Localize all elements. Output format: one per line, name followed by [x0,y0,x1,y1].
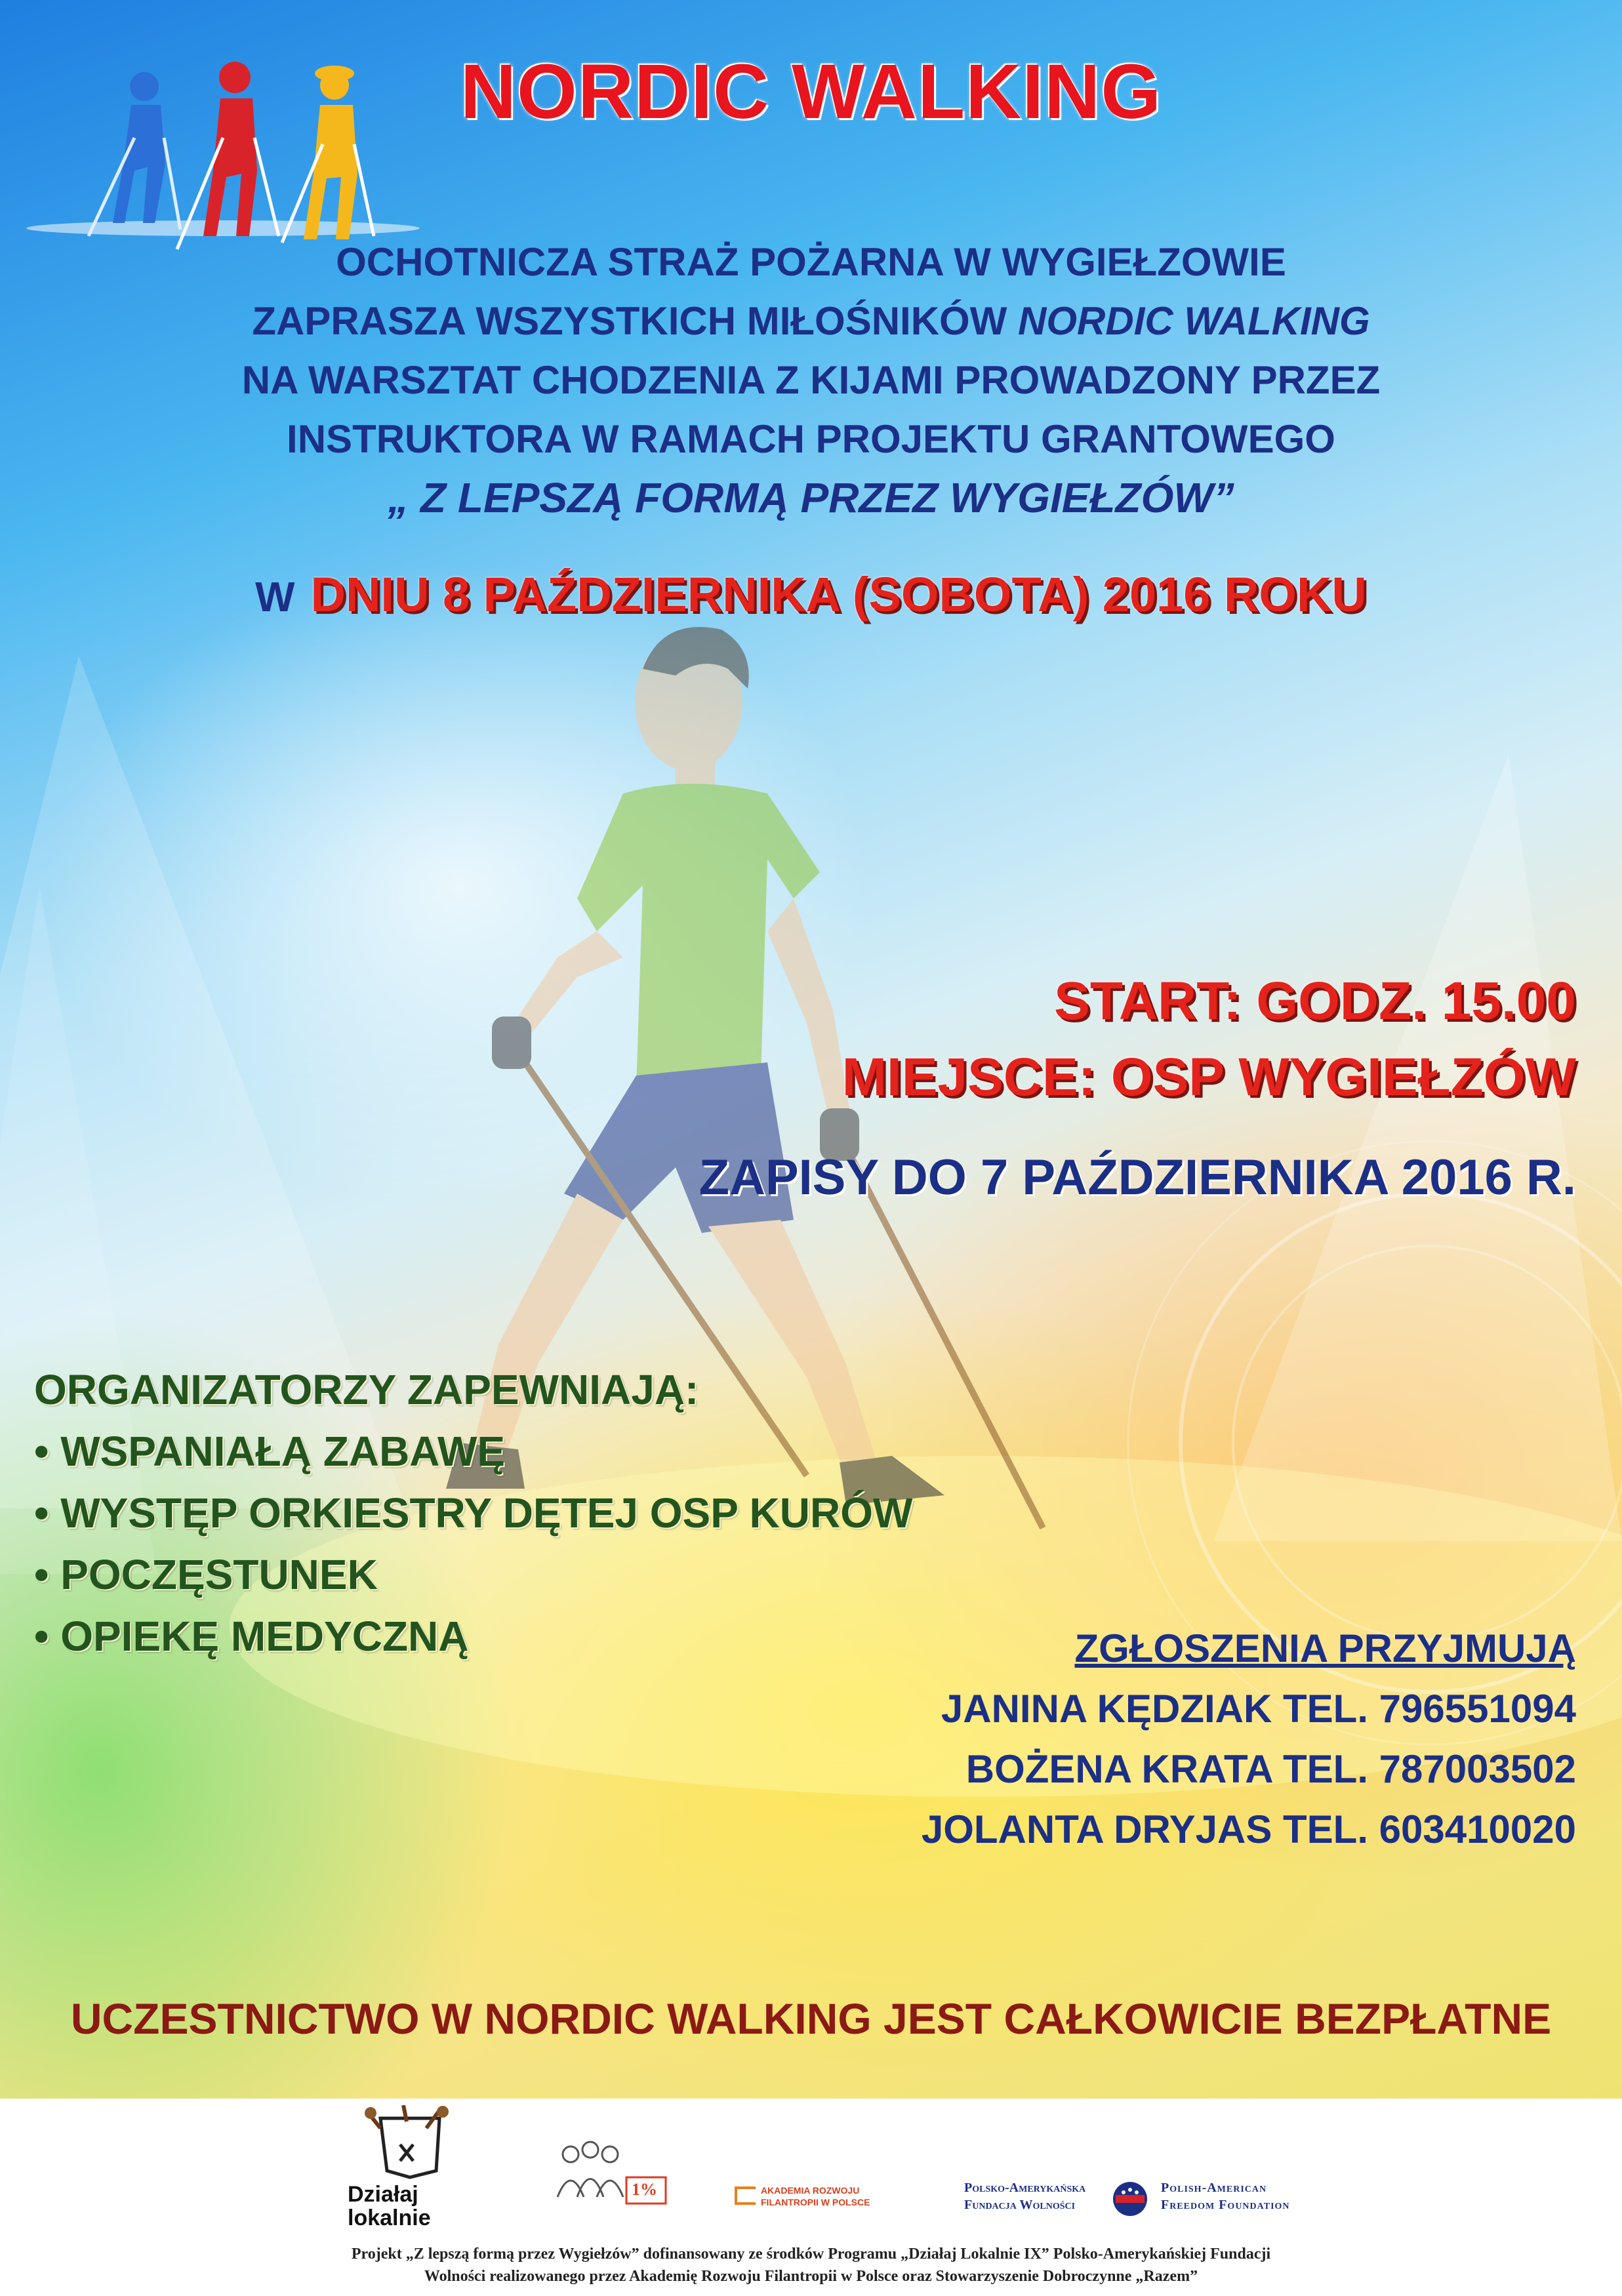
intro-line-2-italic: NORDIC WALKING [1018,299,1370,343]
funding-note-line-1: Projekt „Z lepszą formą przez Wygiełzów” dofinansowany ze środków Programu „Działaj Lokalnie IX” Polsko-Amerykańskiej Fundacji [351,2246,1271,2263]
project-name: „ Z LEPSZĄ FORMĄ PRZEZ WYGIEŁZÓW” [388,474,1234,521]
logo-dzialaj-lokalnie [341,2105,472,2230]
funding-note [0,2243,1622,2287]
pafw-en-line-1: Polish-American [1161,2181,1267,2195]
intro-line-3: NA WARSZTAT CHODZENIA Z KIJAMI PROWADZONY PRZEZ [241,358,1381,402]
organizers-heading: ORGANIZATORZY ZAPEWNIAJĄ: [34,1366,699,1413]
contacts-block [922,1619,1576,1860]
organizers-item: • WSPANIAŁĄ ZABAWĘ [34,1428,506,1475]
contacts-heading: ZGŁOSZENIA PRZYJMUJĄ [1074,1626,1576,1670]
intro-line-1: OCHOTNICZA STRAŻ POŻARNA W WYGIEŁZOWIE [336,240,1286,284]
event-date-prefix: W [255,573,295,620]
arfp-line-2: FILANTROPII W POLSCE [761,2197,870,2207]
pafw-pl-line-2: Fundacja Wolności [964,2198,1076,2212]
intro-line-2-text: ZAPRASZA WSZYSTKICH MIŁOŚNIKÓW [252,299,1019,343]
organizers-item: • WYSTĘP ORKIESTRY DĘTEJ OSP KURÓW [34,1489,913,1537]
arfp-line-1: AKADEMIA ROZWOJU [761,2185,860,2196]
organizers-item: • POCZĘSTUNEK [34,1551,378,1598]
intro-line-2 [0,292,1622,350]
start-time: START: GODZ. 15.00 [1054,971,1576,1031]
organizers-item: • OPIEKĘ MEDYCZNĄ [34,1613,469,1660]
event-date-text: DNIU 8 PAŹDZIERNIKA (SOBOTA) 2016 ROKU [310,567,1367,622]
event-date [0,567,1622,622]
arfp-mark-icon [735,2186,756,2205]
logo-arfp [735,2184,905,2210]
contact-person: BOŻENA KRATA TEL. 787003502 [965,1747,1576,1791]
pafw-pl-line-1: Polsko-Amerykańska [964,2181,1086,2195]
event-place: MIEJSCE: OSP WYGIEŁZÓW [841,1047,1576,1107]
contact-person: JANINA KĘDZIAK TEL. 796551094 [941,1687,1576,1731]
one-percent-text: 1% [632,2180,657,2199]
pafw-emblem-icon [1112,2181,1151,2217]
intro-line-4: INSTRUKTORA W RAMACH PROJEKTU GRANTOWEGO [287,417,1335,461]
poster-title: NORDIC WALKING [460,49,1162,135]
free-participation-note: UCZESTNICTWO W NORDIC WALKING JEST CAŁKOWICIE BEZPŁATNE [70,1994,1552,2043]
logo-pafw [964,2181,1318,2220]
dzialaj-lokalnie-text: Działaj lokalnie [348,2182,431,2230]
pafw-en-line-2: Freedom Foundation [1161,2198,1290,2212]
funding-note-line-2: Wolności realizowanego przez Akademię Rozwoju Filantropii w Polsce oraz Stowarzyszenie Dobroczynne „Razem” [424,2268,1198,2285]
signup-deadline: ZAPISY DO 7 PAŹDZIERNIKA 2016 R. [699,1150,1576,1205]
contact-person: JOLANTA DRYJAS TEL. 603410020 [921,1807,1576,1851]
logo-one-percent [544,2138,676,2210]
dzialaj-lokalnie-icon [341,2105,472,2184]
